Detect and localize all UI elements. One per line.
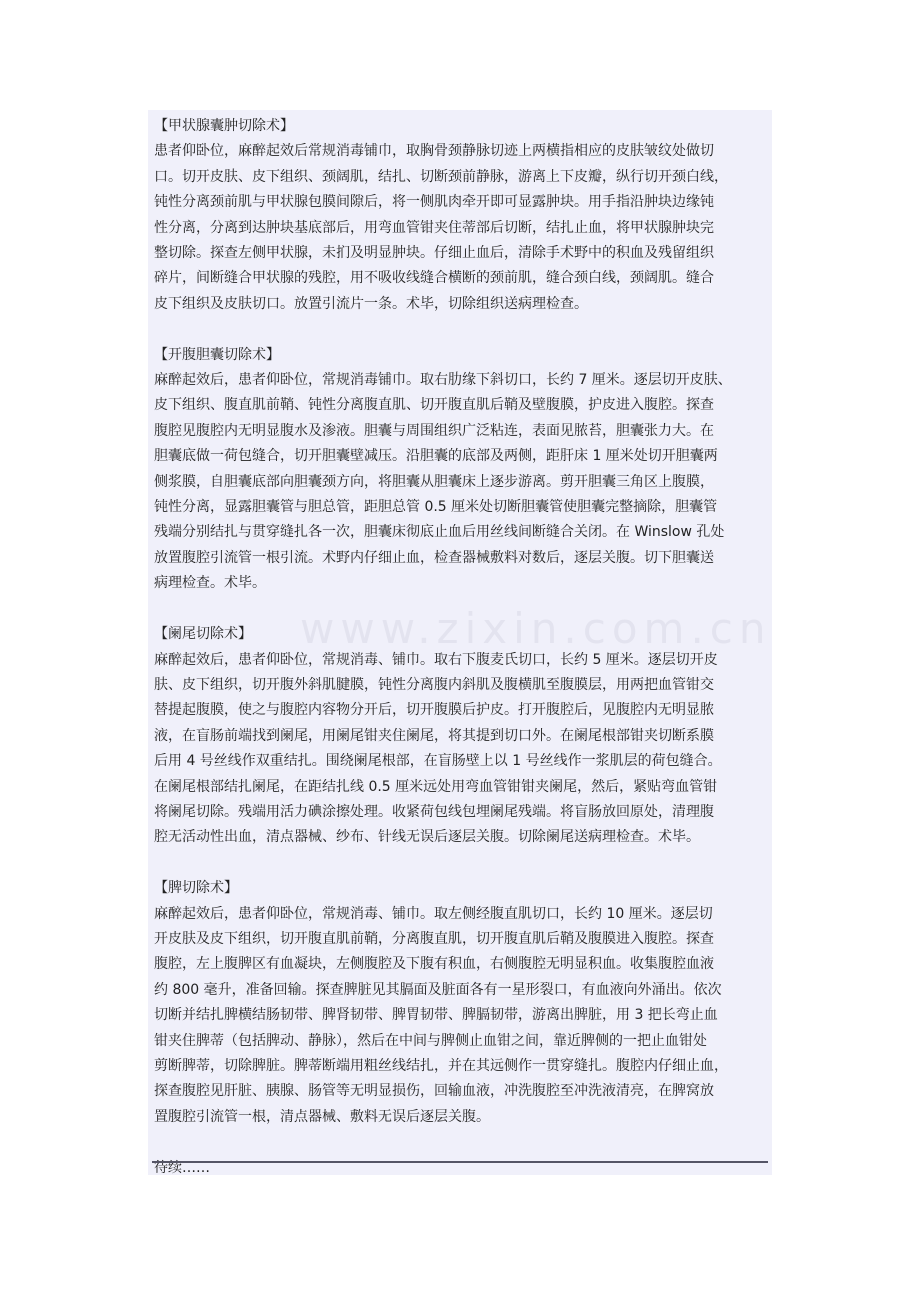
section-thyroid-cyst-excision [154,114,768,317]
to-be-continued: 待续…… [154,1159,210,1176]
section-splenectomy [154,876,768,1130]
section-body: 麻醉起效后，患者仰卧位，常规消毒、铺巾。取右下腹麦氏切口，长约 5 厘米。逐层切开皮 肤、皮下组织，切开腹外斜肌腱膜，钝性分离腹内斜肌及腹横肌至腹膜层，用两把血管钳交 替提起腹膜，使之与腹腔内容物分开后，切开腹膜后护皮。打开腹腔后，见腹腔内无明显脓 液，在盲肠前端找到阑尾，用阑尾钳夹住阑尾，将其提到切口外。在阑尾根部钳夹切断系膜 后用 4 号丝线作双重结扎。围绕阑尾根部，在盲肠壁上以 1 号丝线作一浆肌层的荷包缝合。 在阑尾根部结扎阑尾，在距结扎线 0.5 厘米远处用弯血管钳钳夹阑尾，然后，紧贴弯血管钳 将阑尾切除。残端用活力碘涂擦处理。收紧荷包线包埋阑尾残端。将盲肠放回原处，清理腹 腔无活动性出血，清点器械、纱布、针线无误后逐层关腹。切除阑尾送病理检查。术毕。 [154,651,722,846]
section-body: 麻醉起效后，患者仰卧位，常规消毒、铺巾。取左侧经腹直肌切口，长约 10 厘米。逐层切 开皮肤及皮下组织，切开腹直肌前鞘，分离腹直肌，切开腹直肌后鞘及腹膜进入腹腔。探查 腹腔，左上腹脾区有血凝块，左侧腹腔及下腹有积血，右侧腹腔无明显积血。收集腹腔血液 约 800 毫升，准备回输。探查脾脏见其膈面及脏面各有一星形裂口，有血液向外涌出。依次 切断并结扎脾横结肠韧带、脾肾韧带、脾胃韧带、脾膈韧带，游离出脾脏，用 3 把长弯止血 钳夹住脾蒂（包括脾动、静脉），然后在中间与脾侧止血钳之间，靠近脾侧的一把止血钳处 剪断脾蒂，切除脾脏。脾蒂断端用粗丝线结扎，并在其远侧作一贯穿缝扎。腹腔内仔细止血， 探查腹腔见肝脏、胰腺、肠管等无明显损伤，回输血液，冲洗腹腔至冲洗液清亮，在脾窝放 置腹腔引流管一根，清点器械、敷料无误后逐层关腹。 [154,905,728,1125]
section-open-cholecystectomy [154,343,768,597]
bottom-divider [152,1161,768,1163]
section-appendectomy [154,622,768,851]
document-content [154,114,768,1181]
section-body: 患者仰卧位，麻醉起效后常规消毒铺巾，取胸骨颈静脉切迹上两横指相应的皮肤皱纹处做切 口。切开皮肤、皮下组织、颈阔肌，结扎、切断颈前静脉，游离上下皮瓣，纵行切开颈白线， 钝性分离颈前肌与甲状腺包膜间隙后，将一侧肌肉牵开即可显露肿块。用手指沿肿块边缘钝 性分离，分离到达肿块基底部后，用弯血管钳夹住蒂部后切断，结扎止血，将甲状腺肿块完 整切除。探查左侧甲状腺，未扪及明显肿块。仔细止血后，清除手术野中的积血及残留组织 碎片，间断缝合甲状腺的残腔，用不吸收线缝合横断的颈前肌，缝合颈白线，颈阔肌。缝合 皮下组织及皮肤切口。放置引流片一条。术毕，切除组织送病理检查。 [154,143,728,312]
section-heading: 【开腹胆囊切除术】 [154,346,280,363]
section-heading: 【甲状腺囊肿切除术】 [154,118,294,134]
section-body: 麻醉起效后，患者仰卧位，常规消毒铺巾。取右肋缘下斜切口，长约 7 厘米。逐层切开皮肤、 皮下组织、腹直肌前鞘、钝性分离腹直肌、切开腹直肌后鞘及壁腹膜，护皮进入腹腔。探查 腹腔见腹腔内无明显腹水及渗液。胆囊与周围组织广泛粘连，表面见脓苔，胆囊张力大。在 胆囊底做一荷包缝合，切开胆囊壁减压。沿胆囊的底部及两侧，距肝床 1 厘米处切开胆囊两 侧浆膜，自胆囊底部向胆囊颈方向，将胆囊从胆囊床上逐步游离。剪开胆囊三角区上腹膜， 钝性分离，显露胆囊管与胆总管，距胆总管 0.5 厘米处切断胆囊管使胆囊完整摘除，胆囊管 残端分别结扎与贯穿缝扎各一次，胆囊床彻底止血后用丝线间断缝合关闭。在 Winslow 孔处 放置腹腔引流管一根引流。术野内仔细止血，检查器械敷料对数后，逐层关腹。切下胆囊送 病理检查。术毕。 [154,372,732,592]
section-heading: 【脾切除术】 [154,880,238,897]
section-heading: 【阑尾切除术】 [154,626,252,643]
